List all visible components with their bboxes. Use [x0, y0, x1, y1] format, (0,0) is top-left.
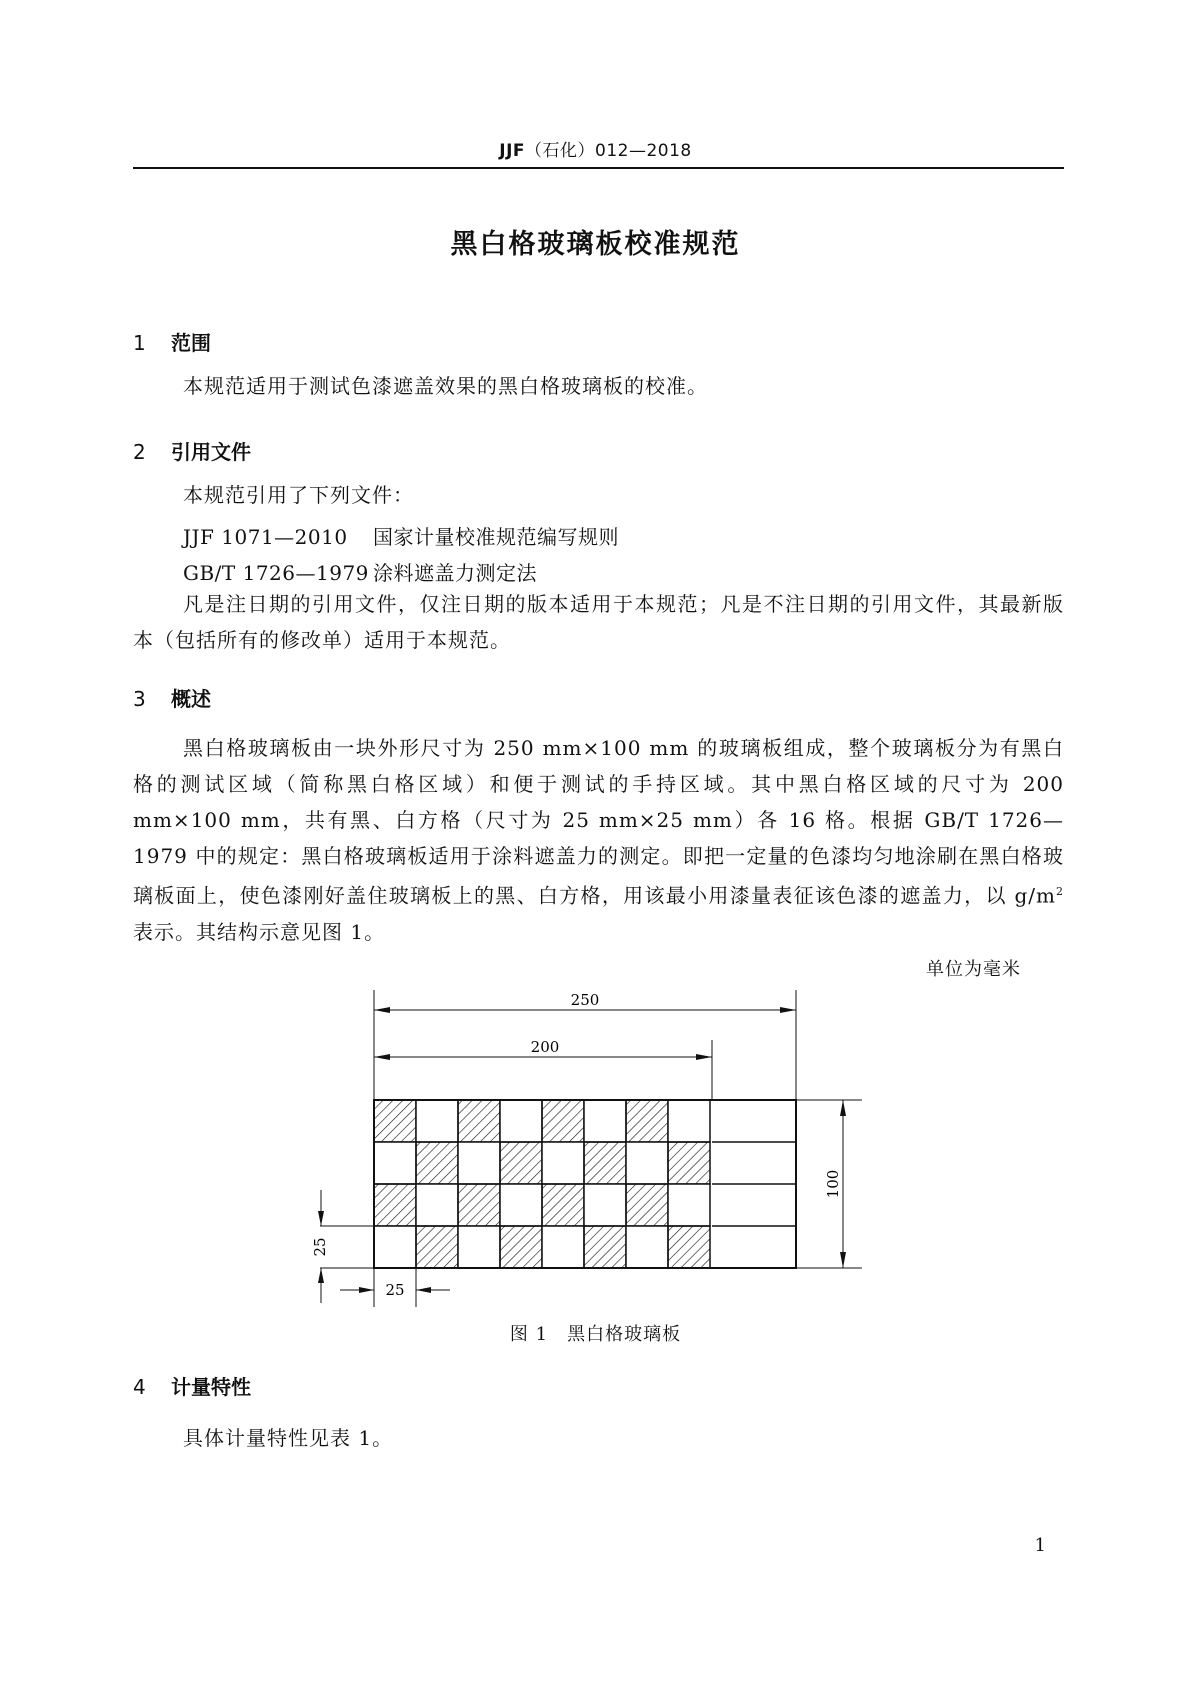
- reference-1-name: 国家计量校准规范编写规则: [373, 525, 619, 549]
- arrow-head: [318, 1268, 324, 1283]
- black-square: [626, 1184, 668, 1226]
- black-square: [584, 1142, 626, 1184]
- black-square: [542, 1184, 584, 1226]
- section-3-text-a: 黑白格玻璃板由一块外形尺寸为 250 mm×100 mm 的玻璃板组成，整个玻璃板分为有黑白格的测试区域（简称黑白格区域）和便于测试的手持区域。其中黑白格区域的尺寸为 200 mm×100 mm，共有黑、白方格（尺寸为 25 mm×25 mm）各 16 格。根据 GB/T 1726—1979 中的规定：黑白格玻璃板适用于涂料遮盖力的测定。即把一定量的色漆均匀地涂刷在黑白格玻璃板面上，使色漆刚好盖住玻璃板上的黑、白方格，用该最小用漆量表征该色漆的遮盖力，以 g/m: [133, 736, 1064, 908]
- black-square: [626, 1100, 668, 1142]
- arrow-head: [374, 1007, 390, 1013]
- black-square: [500, 1226, 542, 1268]
- arrow-head: [840, 1100, 846, 1116]
- white-square: [458, 1226, 500, 1268]
- white-square: [500, 1184, 542, 1226]
- figure-1-diagram: [300, 985, 900, 1315]
- white-square: [458, 1142, 500, 1184]
- white-square: [416, 1184, 458, 1226]
- reference-1: [183, 521, 619, 550]
- figure-1-caption: 图 1 黑白格玻璃板: [509, 1324, 682, 1345]
- checker-grid: [374, 1100, 710, 1268]
- arrow-head: [374, 1054, 390, 1060]
- white-square: [584, 1184, 626, 1226]
- section-4-title: 计量特性: [171, 1375, 251, 1399]
- header-code-rest: （石化）012—2018: [525, 141, 692, 161]
- section-1-paragraph: 本规范适用于测试色漆遮盖效果的黑白格玻璃板的校准。: [183, 374, 708, 398]
- section-3-paragraph: [133, 730, 1064, 950]
- reference-2: [183, 557, 537, 586]
- black-square: [542, 1100, 584, 1142]
- unit-note: 单位为毫米: [926, 959, 1021, 980]
- section-2-note: 凡是注日期的引用文件，仅注日期的版本适用于本规范；凡是不注日期的引用文件，其最新版本（包括所有的修改单）适用于本规范。: [133, 592, 1064, 652]
- running-header: [0, 136, 1191, 161]
- section-1-title: 范围: [171, 331, 211, 355]
- section-3-title: 概述: [171, 687, 211, 711]
- white-square: [374, 1226, 416, 1268]
- black-square: [668, 1142, 710, 1184]
- white-square: [584, 1100, 626, 1142]
- black-square: [374, 1184, 416, 1226]
- arrow-head: [840, 1252, 846, 1268]
- black-square: [374, 1100, 416, 1142]
- black-square: [500, 1142, 542, 1184]
- dimension-label-200: 200: [530, 1038, 560, 1056]
- dimension-label-100: 100: [824, 1169, 842, 1199]
- section-3-superscript: 2: [1056, 885, 1064, 898]
- section-1-heading: [133, 327, 211, 356]
- white-square: [542, 1226, 584, 1268]
- reference-1-code: JJF 1071—2010: [183, 525, 348, 549]
- dimension-label-25-vertical: 25: [311, 1237, 329, 1257]
- header-rule: [133, 167, 1064, 169]
- section-1-number: 1: [133, 331, 146, 355]
- header-code-bold: JJF: [499, 141, 526, 161]
- section-4-paragraph: 具体计量特性见表 1。: [183, 1426, 394, 1450]
- black-square: [416, 1226, 458, 1268]
- white-square: [626, 1142, 668, 1184]
- black-square: [584, 1226, 626, 1268]
- black-square: [668, 1226, 710, 1268]
- section-2-number: 2: [133, 440, 146, 464]
- arrow-head: [359, 1287, 374, 1293]
- black-square: [458, 1100, 500, 1142]
- section-2-title: 引用文件: [171, 440, 251, 464]
- section-3-heading: [133, 683, 211, 712]
- section-3-text-b: 表示。其结构示意见图 1。: [133, 919, 386, 944]
- dimension-label-250: 250: [570, 991, 600, 1009]
- white-square: [374, 1142, 416, 1184]
- black-square: [416, 1142, 458, 1184]
- section-3-number: 3: [133, 687, 146, 711]
- arrow-head: [318, 1211, 324, 1226]
- section-2-heading: [133, 436, 251, 465]
- arrow-head: [780, 1007, 796, 1013]
- reference-2-code: GB/T 1726—1979: [183, 561, 369, 585]
- black-square: [458, 1184, 500, 1226]
- white-square: [416, 1100, 458, 1142]
- document-title: 黑白格玻璃板校准规范: [450, 229, 741, 260]
- arrow-head: [696, 1054, 712, 1060]
- dimension-label-25-horizontal: 25: [385, 1281, 405, 1299]
- white-square: [668, 1184, 710, 1226]
- white-square: [668, 1100, 710, 1142]
- page-number: 1: [1034, 1535, 1046, 1556]
- arrow-head: [416, 1287, 431, 1293]
- section-4-heading: [133, 1371, 251, 1400]
- reference-2-name: 涂料遮盖力测定法: [373, 561, 537, 585]
- white-square: [500, 1100, 542, 1142]
- white-square: [542, 1142, 584, 1184]
- section-4-number: 4: [133, 1375, 146, 1399]
- section-2-intro: 本规范引用了下列文件：: [183, 483, 414, 507]
- white-square: [626, 1226, 668, 1268]
